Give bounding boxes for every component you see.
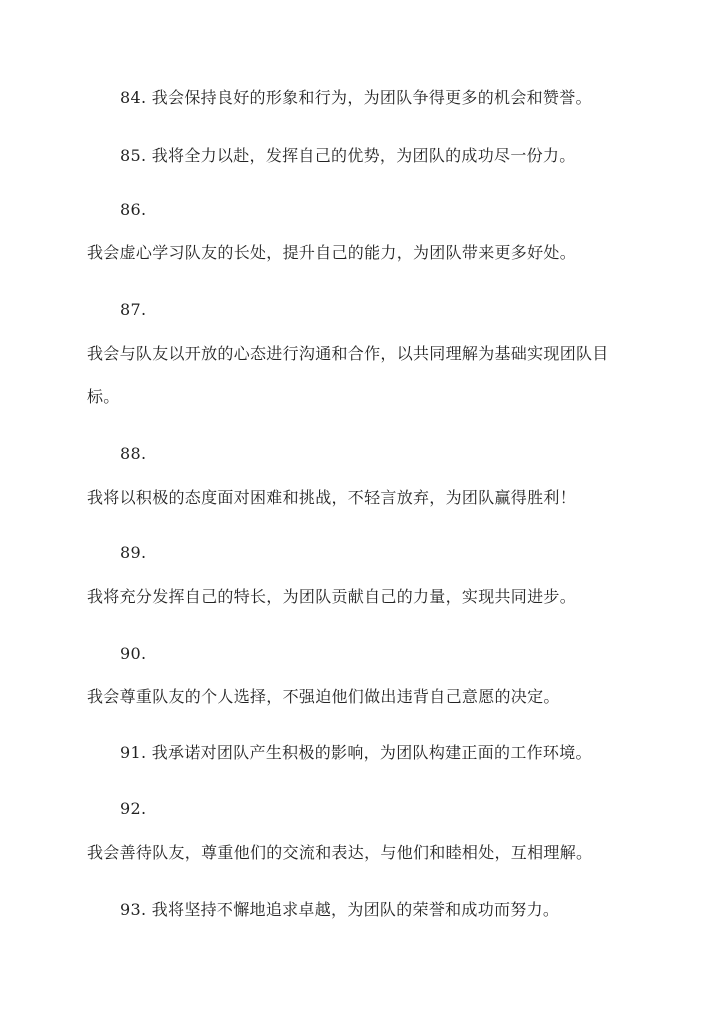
item-88-number: 88. bbox=[120, 444, 147, 463]
item-90-body: 我会尊重队友的个人选择，不强迫他们做出违背自己意愿的决定。 bbox=[87, 687, 560, 706]
item-87-body-line1: 我会与队友以开放的心态进行沟通和合作，以共同理解为基础实现团队目 bbox=[87, 344, 609, 363]
item-86-number: 86. bbox=[120, 200, 147, 219]
item-86-body: 我会虚心学习队友的长处，提升自己的能力，为团队带来更多好处。 bbox=[87, 243, 577, 262]
item-90-number: 90. bbox=[120, 644, 147, 663]
item-87-body-line2: 标。 bbox=[87, 387, 120, 406]
item-91: 91. 我承诺对团队产生积极的影响，为团队构建正面的工作环境。 bbox=[120, 743, 592, 762]
item-85: 85. 我将全力以赴，发挥自己的优势，为团队的成功尽一份力。 bbox=[120, 146, 576, 165]
item-92-body: 我会善待队友，尊重他们的交流和表达，与他们和睦相处，互相理解。 bbox=[87, 843, 593, 862]
item-87-number: 87. bbox=[120, 300, 147, 319]
item-89-number: 89. bbox=[120, 543, 147, 562]
item-88-body: 我将以积极的态度面对困难和挑战，不轻言放弃，为团队赢得胜利！ bbox=[87, 488, 577, 507]
item-84: 84. 我会保持良好的形象和行为，为团队争得更多的机会和赞誉。 bbox=[120, 88, 592, 107]
item-89-body: 我将充分发挥自己的特长，为团队贡献自己的力量，实现共同进步。 bbox=[87, 587, 577, 606]
item-92-number: 92. bbox=[120, 799, 147, 818]
item-93: 93. 我将坚持不懈地追求卓越，为团队的荣誉和成功而努力。 bbox=[120, 900, 560, 919]
